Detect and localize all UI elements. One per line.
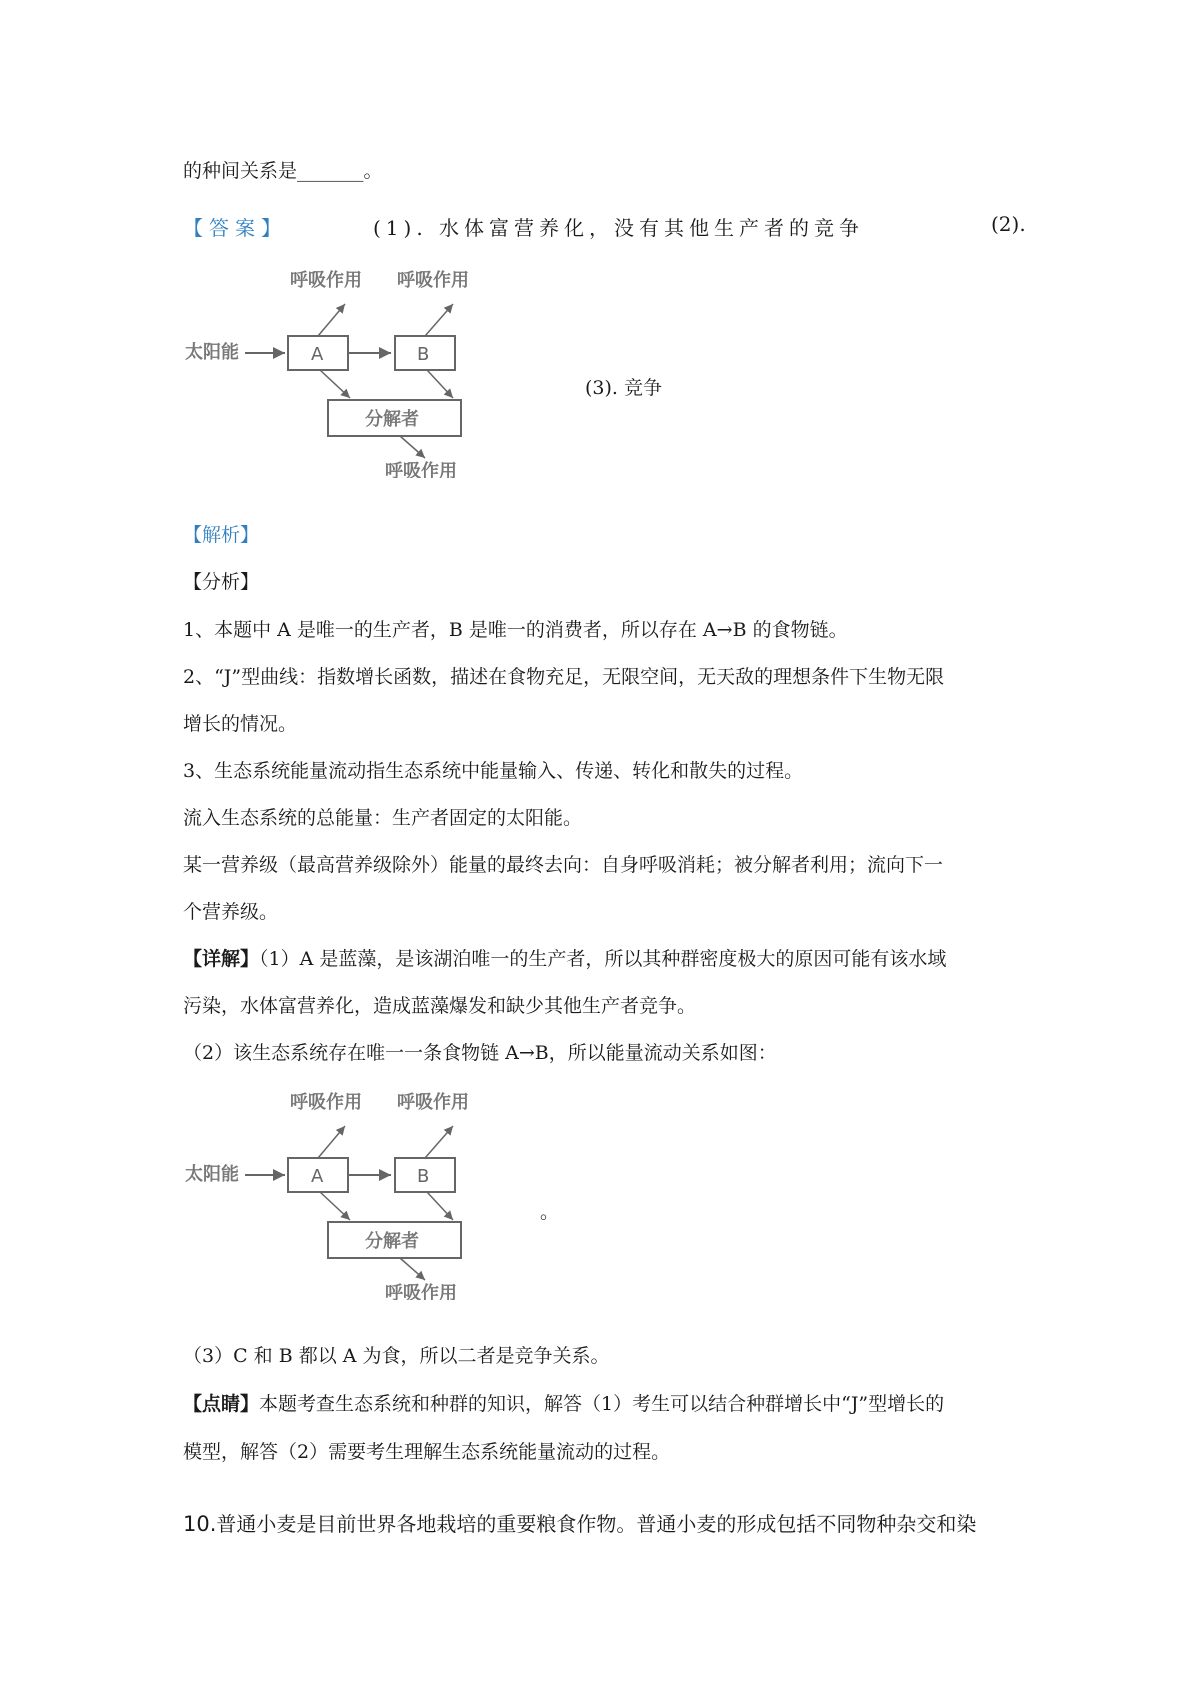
comment-point-1a: 本题考查生态系统和种群的知识，解答（1）考生可以结合种群增长中“J”型增长的 xyxy=(259,1393,945,1415)
respiration-a-label: 呼吸作用 xyxy=(290,270,362,291)
intro-line: 的种间关系是_______。 xyxy=(183,160,383,182)
detail-point-2: （2）该生态系统存在唯一一条食物链 A→B，所以能量流动关系如图： xyxy=(183,1042,777,1064)
detail-label: 【详解】 xyxy=(183,948,260,970)
respiration-decomposer-label: 呼吸作用 xyxy=(385,461,457,478)
decomposer-label: 分解者 xyxy=(365,1231,419,1252)
detail-point-3: （3）C 和 B 都以 A 为食，所以二者是竞争关系。 xyxy=(183,1345,610,1367)
analysis-point-1: 1、本题中 A 是唯一的生产者，B 是唯一的消费者，所以存在 A→B 的食物链。 xyxy=(183,619,848,641)
energy-flow-diagram-2 xyxy=(185,1090,505,1300)
comment-point-1b: 模型，解答（2）需要考生理解生态系统能量流动的过程。 xyxy=(183,1441,671,1463)
respiration-decomposer-label: 呼吸作用 xyxy=(385,1283,457,1300)
respiration-a-label: 呼吸作用 xyxy=(290,1092,362,1113)
decomposer-label: 分解者 xyxy=(365,409,419,430)
question-text: 普通小麦是目前世界各地栽培的重要粮食作物。普通小麦的形成包括不同物种杂交和染 xyxy=(216,1512,977,1536)
analysis-point-4: 流入生态系统的总能量：生产者固定的太阳能。 xyxy=(183,807,583,829)
analysis-point-5a: 某一营养级（最高营养级除外）能量的最终去向：自身呼吸消耗；被分解者利用；流向下一 xyxy=(183,854,944,876)
answer-row xyxy=(183,212,1033,242)
node-a-label: A xyxy=(311,1166,324,1187)
solar-energy-label: 太阳能 xyxy=(185,1164,239,1185)
answer-part2-marker: (2). xyxy=(991,212,1026,236)
node-b-label: B xyxy=(417,344,430,365)
detail-line-1 xyxy=(183,946,946,972)
answer-part3: (3). 竞争 xyxy=(585,377,662,399)
answer-part1: (1). 水体富营养化，没有其他生产者的竞争 xyxy=(373,216,865,240)
answer-label: 【答案】 xyxy=(183,216,287,240)
question-number: 10. xyxy=(183,1512,217,1536)
comment-line-1 xyxy=(183,1391,944,1417)
detail-point-1a: （1）A 是蓝藻，是该湖泊唯一的生产者，所以其种群密度极大的原因可能有该水域 xyxy=(259,948,947,970)
detail-point-1b: 污染，水体富营养化，造成蓝藻爆发和缺少其他生产者竞争。 xyxy=(183,995,697,1017)
detail-point-2-end: 。 xyxy=(540,1201,560,1223)
node-b-label: B xyxy=(417,1166,430,1187)
node-a-label: A xyxy=(311,344,324,365)
analysis-sub-label: 【分析】 xyxy=(183,571,260,593)
analysis-point-2b: 增长的情况。 xyxy=(183,713,298,735)
analysis-label: 【解析】 xyxy=(183,524,260,546)
respiration-b-label: 呼吸作用 xyxy=(397,1092,469,1113)
analysis-point-5b: 个营养级。 xyxy=(183,901,279,923)
analysis-point-2a: 2、“J”型曲线：指数增长函数，描述在食物充足，无限空间，无天敌的理想条件下生物无限 xyxy=(183,666,945,688)
analysis-point-3: 3、生态系统能量流动指生态系统中能量输入、传递、转化和散失的过程。 xyxy=(183,760,804,782)
respiration-b-label: 呼吸作用 xyxy=(397,270,469,291)
comment-label: 【点睛】 xyxy=(183,1393,260,1415)
solar-energy-label: 太阳能 xyxy=(185,342,239,363)
question-10 xyxy=(183,1508,976,1537)
energy-flow-diagram xyxy=(185,268,505,478)
